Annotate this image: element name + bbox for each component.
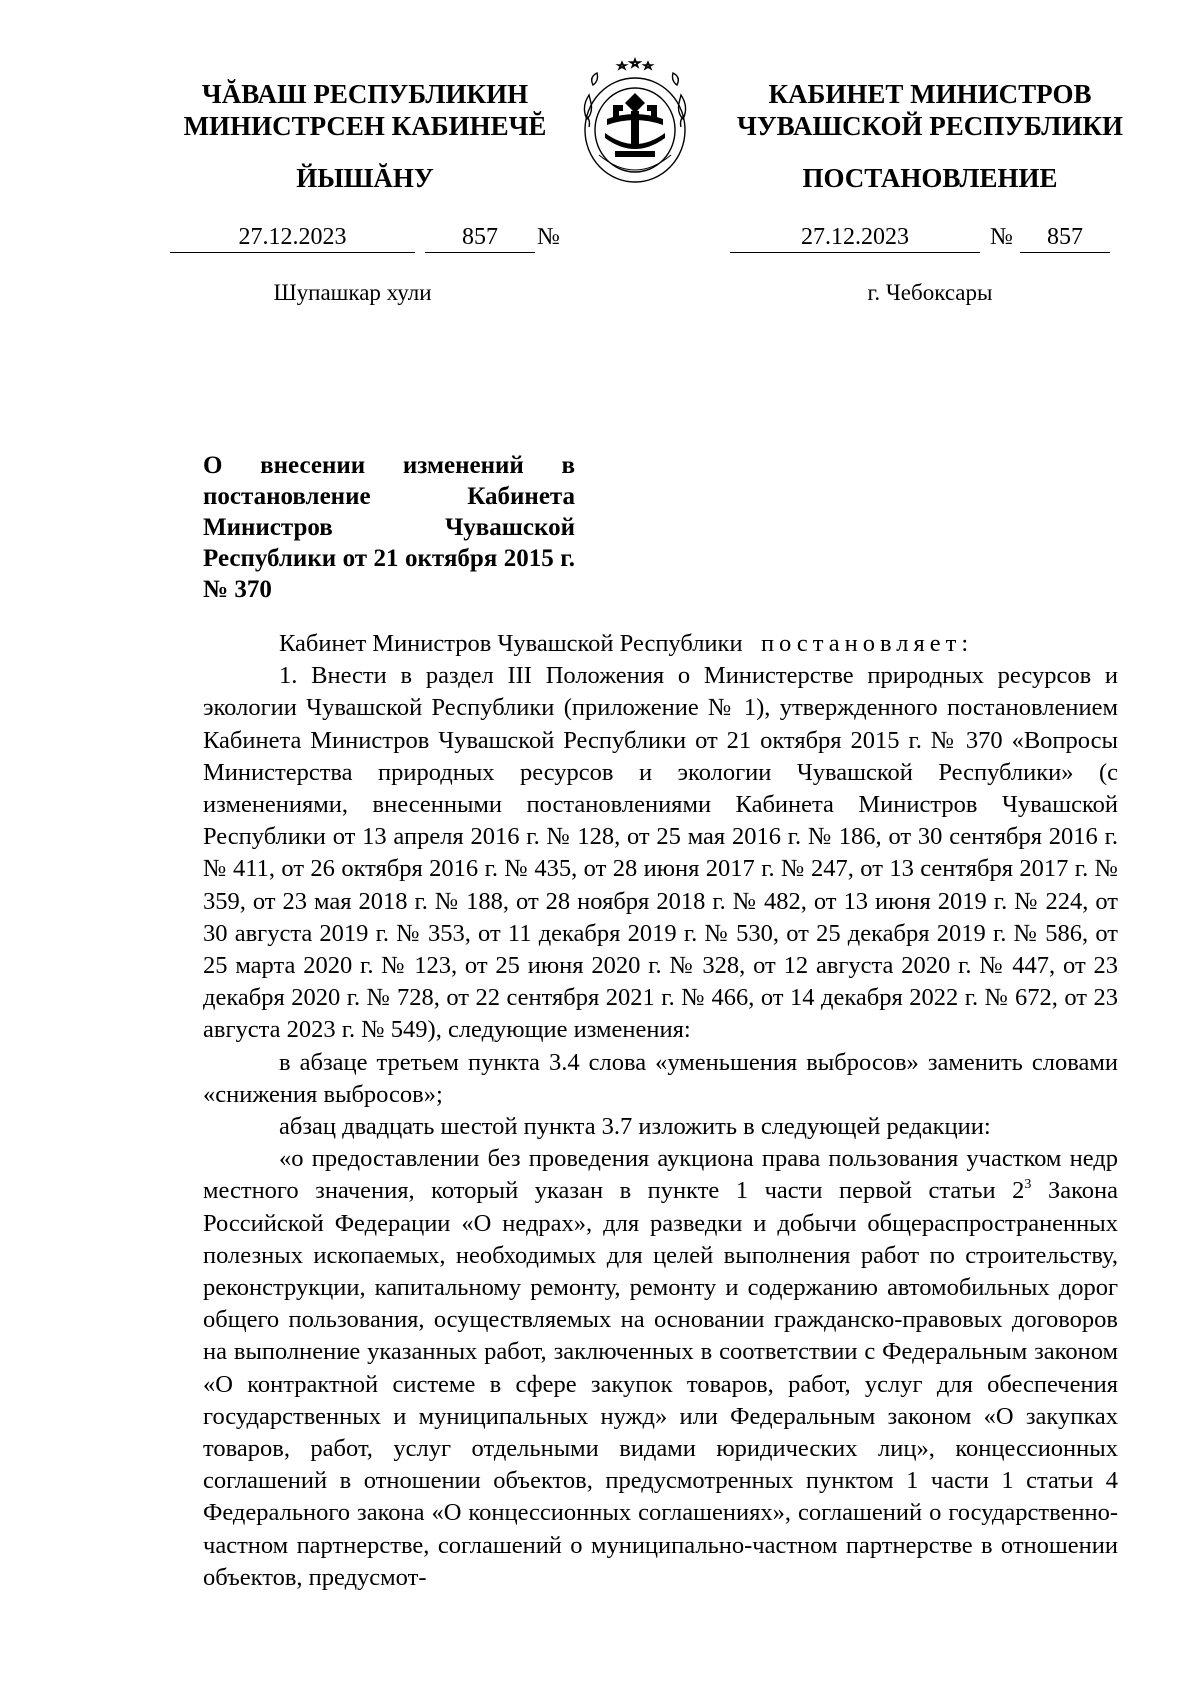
city-russian: г. Чебоксары — [867, 280, 993, 305]
date-field-right: 27.12.2023 — [730, 222, 980, 253]
intro-text: Кабинет Министров Чувашской Республики — [279, 630, 743, 657]
paragraph-3: абзац двадцать шестой пункта 3.7 изложить в следующей редакции: — [279, 1113, 991, 1141]
paragraph-2: в абзаце третьем пункта 3.4 слова «уменьшения выбросов» заменить словами «снижения выбросов»; — [203, 1048, 1118, 1108]
city-chuvash: Шупашкар хули — [273, 280, 432, 305]
header-right — [720, 78, 1140, 142]
header-right-line1: КАБИНЕТ МИНИСТРОВ — [768, 79, 1092, 109]
doc-kind-russian: ПОСТАНОВЛЕНИЕ — [802, 163, 1058, 193]
header-left — [150, 78, 580, 142]
document-body — [203, 628, 1118, 1594]
paragraph-4-part-b: Закона Российской Федерации «О недрах», для разведки и добычи общераспространенных полезных ископаемых, необходимых для целей выполнения работ по строительству, реконструкции, капитальному ремонту, ремонту и содержанию автомобильных дорог общего пользования, осуществляемых на основании гражданско-правовых договоров на выполнение указанных работ, заключенных в соответствии с Федеральным законом «О контрактной системе в сфере закупок товаров, работ, услуг для обеспечения государственных и муниципальных нужд» или Федеральным законом «О закупках товаров, работ, услуг отдельными видами юридических лиц», концессионных соглашений в отношении объектов, предусмотренных пунктом 1 части 1 статьи 4 Федерального закона «О концессионных соглашениях», соглашений о государственно-частном партнерстве, соглашений о муниципально-частном партнерстве в отношении объектов, предусмот- — [203, 1177, 1118, 1591]
header-left-line2: МИНИСТРСЕН КАБИНЕЧĔ — [183, 111, 547, 141]
date-field-left: 27.12.2023 — [170, 222, 415, 253]
intro-paragraph — [203, 628, 1118, 660]
document-title: О внесении изменений в постановление Кабинета Министров Чувашской Республики от 21 октября 2015 г. № 370 — [203, 452, 575, 603]
paragraph-4-part-a: «о предоставлении без проведения аукциона права пользования участком недр местного значения, который указан в пункте 1 части первой статьи 2 — [203, 1145, 1118, 1205]
paragraph-4 — [203, 1143, 1118, 1594]
number-sign-left: № — [537, 224, 560, 250]
number-field-right: 857 — [1020, 222, 1110, 253]
superscript: 3 — [1024, 1177, 1032, 1193]
header-left-line1: ЧĂВАШ РЕСПУБЛИКИН — [201, 79, 529, 109]
number-sign-right: № — [990, 224, 1013, 250]
chuvash-republic-emblem-icon — [575, 55, 695, 185]
paragraph-1: 1. Внести в раздел III Положения о Министерстве природных ресурсов и экологии Чувашской Республики (приложение № 1), утвержденного постановлением Кабинета Министров Чувашской Республики от 21 октября 2015 г. № 370 «Вопросы Министерства природных ресурсов и экологии Чувашской Республики» (с изменениями, внесенными постановлениями Кабинета Министров Чувашской Республики от 13 апреля 2016 г. № 128, от 25 мая 2016 г. № 186, от 30 сентября 2016 г. № 411, от 26 октября 2016 г. № 435, от 28 июня 2017 г. № 247, от 13 сентября 2017 г. № 359, от 23 мая 2018 г. № 188, от 28 ноября 2018 г. № 482, от 13 июня 2019 г. № 224, от 30 августа 2019 г. № 353, от 11 декабря 2019 г. № 530, от 25 декабря 2019 г. № 586, от 25 марта 2020 г. № 123, от 25 июня 2020 г. № 328, от 12 августа 2020 г. № 447, от 23 декабря 2020 г. № 728, от 22 сентября 2021 г. № 466, от 14 декабря 2022 г. № 672, от 23 августа 2023 г. № 549), следующие изменения: — [203, 662, 1118, 1044]
doc-kind-chuvash: ЙЫШĂНУ — [296, 163, 434, 193]
number-field-left: 857 — [425, 222, 535, 253]
header-right-line2: ЧУВАШСКОЙ РЕСПУБЛИКИ — [737, 111, 1123, 141]
intro-verb: постановляет: — [760, 630, 974, 657]
